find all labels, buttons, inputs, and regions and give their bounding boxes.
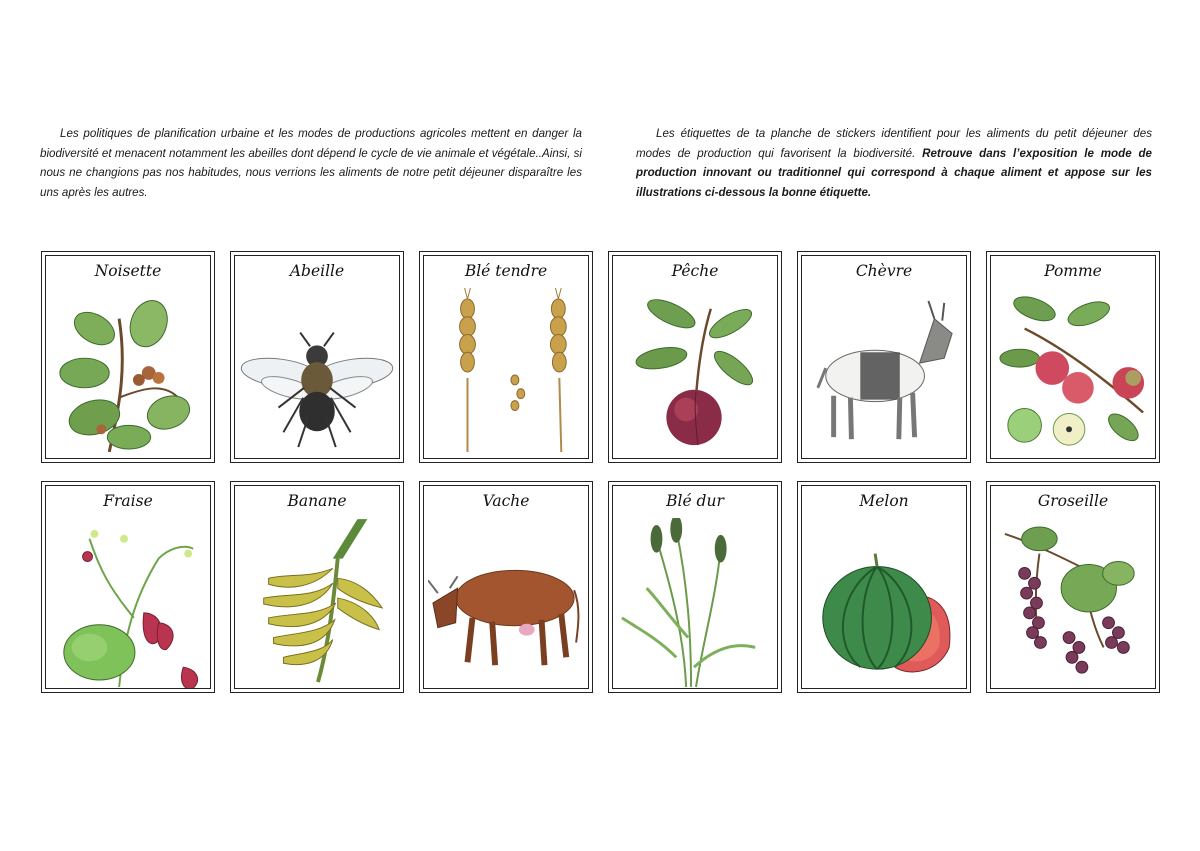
card-abeille[interactable] [230, 251, 404, 463]
intro-left-text: Les politiques de planification urbaine et les modes de productions agricoles mettent en danger la biodiversité et menacent notamment les abeilles dont dépend le cycle de vie animale et végétale..Ainsi, si nous ne changions pas nos habitudes, nous verrions les aliments de notre petit déjeuner disparaître les uns après les autres. [40, 127, 582, 199]
card-pomme[interactable] [986, 251, 1160, 463]
card-vache[interactable] [419, 481, 593, 693]
card-melon[interactable] [797, 481, 971, 693]
intro-right-paragraph [636, 124, 1152, 202]
melon-illustration [806, 518, 962, 688]
card-ble-tendre[interactable] [419, 251, 593, 463]
card-ble-dur[interactable] [608, 481, 782, 693]
card-title: Noisette [94, 262, 162, 280]
apple-illustration [995, 288, 1151, 458]
card-chevre[interactable] [797, 251, 971, 463]
card-groseille[interactable] [986, 481, 1160, 693]
card-title: Pomme [1044, 262, 1102, 280]
card-title: Groseille [1037, 492, 1109, 510]
card-title: Blé dur [666, 492, 724, 510]
card-title: Chèvre [855, 262, 913, 280]
card-banane[interactable] [230, 481, 404, 693]
intro-left-paragraph [40, 124, 582, 202]
card-title: Fraise [103, 492, 153, 510]
card-title: Banane [287, 492, 347, 510]
banana-illustration [239, 518, 395, 688]
hazelnut-illustration [50, 288, 206, 458]
durum-wheat-illustration [617, 518, 773, 688]
goat-illustration [806, 288, 962, 458]
card-peche[interactable] [608, 251, 782, 463]
card-title: Vache [482, 492, 530, 510]
peach-illustration [617, 288, 773, 458]
strawberry-illustration [50, 518, 206, 688]
card-fraise[interactable] [41, 481, 215, 693]
card-title: Pêche [671, 262, 719, 280]
cow-illustration [428, 518, 584, 688]
card-title: Abeille [289, 262, 345, 280]
card-title: Melon [859, 492, 909, 510]
intro-right-text: Les étiquettes de ta planche de stickers identifient pour les aliments du petit déjeuner des modes de production qui favorisent la biodiversité. [636, 127, 1152, 160]
intro-right-instruction: Retrouve dans l’exposition le mode de production innovant ou traditionnel qui correspond à chaque aliment et appose sur les illustrations ci-dessous la bonne étiquette. [636, 146, 1152, 199]
redcurrant-illustration [995, 518, 1151, 688]
soft-wheat-illustration [428, 288, 584, 458]
bee-illustration [239, 288, 395, 458]
card-noisette[interactable] [41, 251, 215, 463]
card-title: Blé tendre [464, 262, 548, 280]
